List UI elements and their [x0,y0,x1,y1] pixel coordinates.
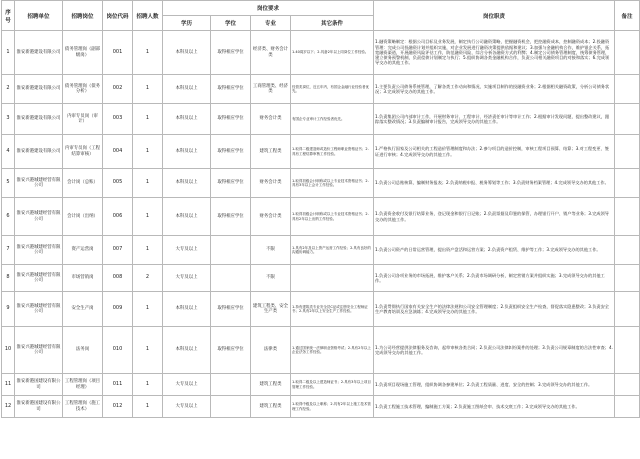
header-other: 其它条件 [291,16,374,31]
cell-position: 安全生产岗 [63,292,103,327]
cell-major: 建筑工程类 [251,396,291,418]
cell-unit: 淮安新港国建设有限公司 [15,374,63,396]
cell-position: 内审专员岗（工程结算审核） [63,135,103,169]
cell-remarks [615,104,640,135]
cell-count: 1 [133,75,163,104]
cell-seq: 7 [2,236,15,265]
cell-degree [211,374,251,396]
cell-seq: 3 [2,104,15,135]
header-unit: 招聘单位 [15,1,63,31]
cell-code: 002 [103,75,133,104]
cell-other: 1.取得二级及以上建造师证书；2.具有3年以上项目管理工作经验。 [291,374,374,396]
cell-education: 大专及以上 [163,236,211,265]
cell-duties: 1.负责贯彻执行国家有关安全生产的法律法规和公司安全管理制度；2.负责组织安全生产检查，督促落实隐患整改；3.负责安全生产教育培训及应急演练；4.完成领导交办的其他工作。 [374,292,615,327]
cell-degree: 取得相应学位 [211,327,251,374]
cell-other: 1.通过国家统一法律职业资格考试；2.具有2年以上企业法务工作经验。 [291,327,374,374]
cell-unit: 淮安新港建设有限公司 [15,135,63,169]
cell-count: 1 [133,396,163,418]
cell-unit: 淮安兴港城建经营有限公司 [15,236,63,265]
cell-degree: 取得相应学位 [211,31,251,75]
cell-major: 建筑工程类 [251,135,291,169]
cell-duties: 1.负责工程施工技术管理，编制施工方案；2.负责施工图纸会审、技术交底工作；3.完成领导交办的其他工作。 [374,396,615,418]
cell-unit: 淮安兴港城建经营有限公司 [15,292,63,327]
cell-seq: 1 [2,31,15,75]
cell-unit: 淮安新港建设有限公司 [15,31,63,75]
cell-major: 建筑工程类、安全生产类 [251,292,291,327]
cell-seq: 4 [2,135,15,169]
cell-count: 1 [133,31,163,75]
cell-remarks [615,135,640,169]
cell-remarks [615,236,640,265]
cell-seq: 8 [2,265,15,292]
cell-code: 004 [103,135,133,169]
cell-education: 本科及以上 [163,327,211,374]
cell-major: 经济类、财务会计类 [251,31,291,75]
recruitment-table [1,0,640,418]
cell-count: 2 [133,265,163,292]
cell-other: 1.具有2年及以上资产运营工作经验；2.具有良好的沟通协调能力。 [291,236,374,265]
cell-code: 001 [103,31,133,75]
cell-seq: 9 [2,292,15,327]
cell-major: 财务会计类 [251,104,291,135]
table-row [2,75,640,104]
table-row [2,169,640,198]
header-degree: 学位 [211,16,251,31]
table-row [2,135,640,169]
cell-remarks [615,169,640,198]
cell-major: 工商管理类、经济类 [251,75,291,104]
cell-seq: 10 [2,327,15,374]
cell-code: 003 [103,104,133,135]
cell-major: 建筑工程类 [251,374,291,396]
cell-seq: 5 [2,169,15,198]
cell-education: 本科及以上 [163,75,211,104]
cell-position: 会计岗（总账） [63,169,103,198]
cell-code: 007 [103,236,133,265]
cell-code: 008 [103,265,133,292]
cell-major: 财务会计类 [251,169,291,198]
cell-duties: 1.负责公司资产的日常运营管理，提出资产盘活和运营方案；2.负责资产租赁、维护等工作；3.完成领导交办的其他工作。 [374,236,615,265]
cell-remarks [615,396,640,418]
table-row [2,327,640,374]
cell-unit: 淮安兴港城建经营有限公司 [15,265,63,292]
header-position: 招聘岗位 [63,1,103,31]
cell-code: 005 [103,169,133,198]
cell-position: 市场营销岗 [63,265,103,292]
header-duties: 岗位职责 [374,1,615,31]
cell-count: 1 [133,104,163,135]
cell-education: 大专及以上 [163,265,211,292]
cell-major: 不限 [251,236,291,265]
cell-major: 财务会计类 [251,198,291,236]
cell-seq: 11 [2,374,15,396]
header-count: 招聘人数 [133,1,163,31]
cell-count: 1 [133,374,163,396]
cell-education: 本科及以上 [163,169,211,198]
cell-degree [211,236,251,265]
cell-unit: 淮安新港建设有限公司 [15,104,63,135]
cell-duties: 1.负责项目现场施工管理，组织协调各参建单位；2.负责工程质量、进度、安全的控制；3.完成领导交办的其他工作。 [374,374,615,396]
cell-degree: 取得相应学位 [211,104,251,135]
cell-remarks [615,31,640,75]
cell-code: 012 [103,396,133,418]
cell-count: 1 [133,236,163,265]
cell-count: 1 [133,292,163,327]
cell-unit: 淮安新港国建设有限公司 [15,396,63,418]
cell-remarks [615,327,640,374]
cell-degree: 取得相应学位 [211,198,251,236]
cell-count: 1 [133,327,163,374]
cell-education: 本科及以上 [163,292,211,327]
cell-education: 大专及以上 [163,396,211,418]
header-requirements: 岗位要求 [163,1,374,16]
cell-duties: 1.负责公司各项业务的市场拓展，维护客户关系；2.负责市场调研分析，制定营销方案并组织实施；3.完成领导交办的其他工作。 [374,265,615,292]
cell-code: 011 [103,374,133,396]
header-seq: 序号 [2,1,15,31]
cell-count: 1 [133,169,163,198]
cell-other: 1.持有建筑类专业安全员C证或注册安全工程师证书；2.具有2年以上安全生产工作经验。 [291,292,374,327]
cell-remarks [615,374,640,396]
cell-count: 1 [133,135,163,169]
cell-degree: 取得相应学位 [211,292,251,327]
cell-unit: 淮安兴港城建经营有限公司 [15,327,63,374]
cell-position: 会计岗（出纳） [63,198,103,236]
table-row [2,31,640,75]
cell-degree: 取得相应学位 [211,135,251,169]
cell-degree: 取得相应学位 [211,169,251,198]
cell-position: 内审专员岗（审计） [63,104,103,135]
cell-education: 本科及以上 [163,104,211,135]
cell-unit: 淮安兴港城建经营有限公司 [15,169,63,198]
cell-position: 债务管理岗（副部级岗） [63,31,103,75]
cell-position: 工程管理岗（项目经理） [63,374,103,396]
cell-degree [211,265,251,292]
table-row [2,198,640,236]
cell-code: 006 [103,198,133,236]
cell-other: 1.取得二级建造师或造价工程师职业资格证书；2.具有工程结算审核工作经验。 [291,135,374,169]
cell-duties: 1.负责资金收付及银行结算业务，登记现金和银行日记账；2.负责票据及印鉴的保管，办理银行开户、销户等业务；3.完成领导交办的其他工作。 [374,198,615,236]
cell-education: 大专及以上 [163,374,211,396]
cell-unit: 淮安新港建设有限公司 [15,75,63,104]
cell-seq: 6 [2,198,15,236]
cell-other: 1.取得中级及以上职称；2.具有2年以上施工技术管理工作经验。 [291,396,374,418]
cell-position: 法务岗 [63,327,103,374]
cell-duties: 1.融资策略制定：根据公司目标及业务发展，制定执行公司融资策略，把握融资机会，把控融资成本，控制融资成本；2.投融资管理：完成公司投融资计划并组织实施，对企业发展进行融资决策提供依据和建议；3.加强与金融机构合作，维护银企关系，拓宽融资渠道，开展融资风险评估工作，防范融资风险，综合分析各融资方式的利弊；4.制定公司债务管理制度，统筹债务管理，建立债务预警机制，负责偿债计划制定与执行；5.组织协调各类金融机构合作，负责公司相关融资项目的对接和落实；6.完成领导交办的其他工作。 [374,31,615,75]
cell-other: 1.取得初级会计职称或以上专业技术资格证书；2.具有2年以上出纳工作经验。 [291,198,374,236]
table-row [2,236,640,265]
header-remarks: 备注 [615,1,640,31]
cell-duties: 1.严格执行国家及公司相关的工程造价管理制度和办法；2.参与项目的造价控制，审核工程项目预算、结算；3.对工程变更、签证进行审核；4.完成领导交办的其他工作。 [374,135,615,169]
header-education: 学历 [163,16,211,31]
cell-seq: 2 [2,75,15,104]
cell-other: 经管类岗位，近五年内，有国企金融行业经验者优先。 [291,75,374,104]
table-row [2,396,640,418]
cell-degree [211,396,251,418]
cell-remarks [615,265,640,292]
cell-duties: 1.为公司经营提供法律服务及咨询，起草审核各类合同；2.负责公司法律纠纷案件的处理；3.负责公司规章制度的合法性审查；4.完成领导交办的其他工作。 [374,327,615,374]
cell-degree: 取得相应学位 [211,75,251,104]
table-row [2,374,640,396]
cell-code: 010 [103,327,133,374]
cell-seq: 12 [2,396,15,418]
cell-major: 法律类 [251,327,291,374]
cell-education: 本科及以上 [163,198,211,236]
cell-education: 本科及以上 [163,135,211,169]
table-row [2,104,640,135]
cell-position: 债务管理岗（债务分析） [63,75,103,104]
cell-count: 1 [133,198,163,236]
cell-unit: 淮安兴港城建经营有限公司 [15,198,63,236]
cell-remarks [615,75,640,104]
header-code: 岗位代码 [103,1,133,31]
cell-other: 1.40周岁以下；2.具备2年以上同岗位工作经验。 [291,31,374,75]
cell-major: 不限 [251,265,291,292]
cell-duties: 1.主要负责公司债务系统管理，了解各类工作动向和情况，实施项目制作的投融资业务；2.根据相关融资政策，分析公司债务状况；3.完成领导交办的其他工作。 [374,75,615,104]
header-major: 专业 [251,16,291,31]
table-row [2,292,640,327]
cell-code: 009 [103,292,133,327]
cell-duties: 1.负责集团公司内部审计工作，开展财务审计、工程审计、经济责任审计等审计工作；2.根据审计发现问题，提出整改建议，跟踪落实整改情况；3.负责编制审计报告，完成领导交办的其他工作。 [374,104,615,135]
cell-other [291,265,374,292]
cell-position: 资产运营岗 [63,236,103,265]
cell-remarks [615,198,640,236]
cell-other: 有国企专业审计工作经验者优先。 [291,104,374,135]
cell-remarks [615,292,640,327]
cell-other: 1.取得初级会计职称或以上专业技术资格证书；2.具有3年以上会计工作经验。 [291,169,374,198]
cell-position: 工程管理岗（施工技术） [63,396,103,418]
table-row [2,265,640,292]
cell-duties: 1.负责公司总账核算，编制财务报表；2.负责纳税申报、税务筹划等工作；3.负责财务档案管理；4.完成领导交办的其他工作。 [374,169,615,198]
cell-education: 本科及以上 [163,31,211,75]
